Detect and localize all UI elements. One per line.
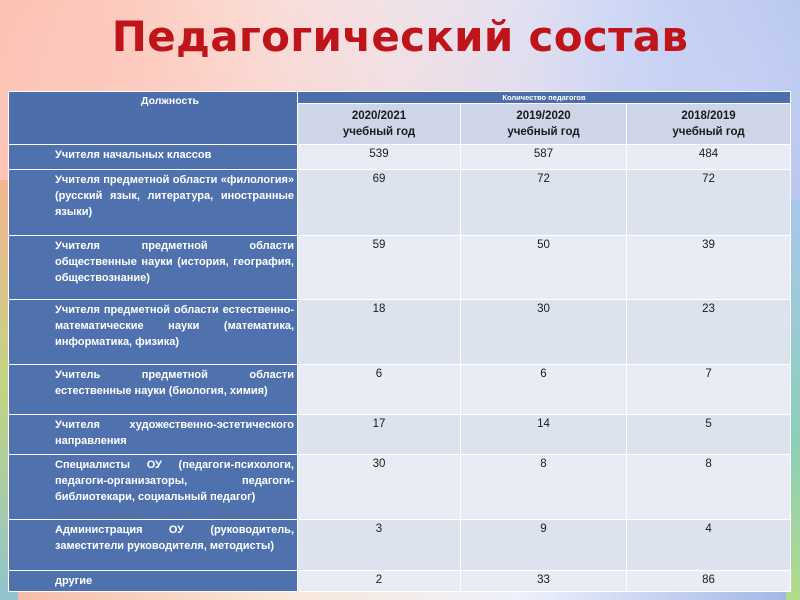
header-year-value: 2019/2020 bbox=[516, 110, 571, 122]
position-cell: Учителя предметной области «филология» (русский язык, литература, иностранные языки) bbox=[9, 170, 298, 236]
value-cell: 6 bbox=[461, 365, 627, 415]
value-cell: 5 bbox=[627, 415, 791, 455]
table-row bbox=[9, 571, 791, 592]
value-cell: 59 bbox=[298, 236, 461, 300]
value-cell: 539 bbox=[298, 145, 461, 170]
position-cell: другие bbox=[9, 571, 298, 592]
value-cell: 39 bbox=[627, 236, 791, 300]
value-cell: 33 bbox=[461, 571, 627, 592]
value-cell: 50 bbox=[461, 236, 627, 300]
header-year-label: учебный год bbox=[672, 126, 745, 138]
value-cell: 17 bbox=[298, 415, 461, 455]
position-cell: Администрация ОУ (руководитель, заместители руководителя, методисты) bbox=[9, 520, 298, 571]
table-row bbox=[9, 236, 791, 300]
value-cell: 69 bbox=[298, 170, 461, 236]
table-row bbox=[9, 170, 791, 236]
header-year-label: учебный год bbox=[507, 126, 580, 138]
value-cell: 86 bbox=[627, 571, 791, 592]
table-row bbox=[9, 520, 791, 571]
value-cell: 7 bbox=[627, 365, 791, 415]
value-cell: 4 bbox=[627, 520, 791, 571]
value-cell: 72 bbox=[627, 170, 791, 236]
header-year bbox=[461, 104, 627, 145]
position-cell: Учителя предметной области естественно-математические науки (математика, информатика, физика) bbox=[9, 300, 298, 365]
value-cell: 484 bbox=[627, 145, 791, 170]
header-year-label: учебный год bbox=[342, 126, 416, 138]
position-cell: Специалисты ОУ (педагоги-психологи, педагоги-организаторы, педагоги-библиотекари, социальный педагог) bbox=[9, 455, 298, 520]
header-year bbox=[298, 104, 461, 145]
table-row bbox=[9, 300, 791, 365]
page-title: Педагогический состав bbox=[111, 12, 689, 61]
value-cell: 8 bbox=[461, 455, 627, 520]
header-count: Количество педагогов bbox=[298, 92, 791, 104]
table-row bbox=[9, 455, 791, 520]
value-cell: 587 bbox=[461, 145, 627, 170]
value-cell: 14 bbox=[461, 415, 627, 455]
position-cell: Учителя предметной области общественные науки (история, география, обществознание) bbox=[9, 236, 298, 300]
value-cell: 18 bbox=[298, 300, 461, 365]
table-row bbox=[9, 365, 791, 415]
header-position: Должность bbox=[9, 92, 298, 145]
value-cell: 9 bbox=[461, 520, 627, 571]
value-cell: 23 bbox=[627, 300, 791, 365]
position-cell: Учителя художественно-эстетического направления bbox=[9, 415, 298, 455]
table-row bbox=[9, 145, 791, 170]
value-cell: 2 bbox=[298, 571, 461, 592]
value-cell: 8 bbox=[627, 455, 791, 520]
position-cell: Учитель предметной области естественные науки (биология, химия) bbox=[9, 365, 298, 415]
position-cell: Учителя начальных классов bbox=[9, 145, 298, 170]
value-cell: 72 bbox=[461, 170, 627, 236]
table-row bbox=[9, 415, 791, 455]
value-cell: 30 bbox=[461, 300, 627, 365]
header-year bbox=[627, 104, 791, 145]
header-year-value: 2020/2021 bbox=[351, 110, 407, 122]
value-cell: 30 bbox=[298, 455, 461, 520]
value-cell: 3 bbox=[298, 520, 461, 571]
value-cell: 6 bbox=[298, 365, 461, 415]
header-year-value: 2018/2019 bbox=[681, 110, 736, 122]
staff-table bbox=[8, 91, 791, 592]
